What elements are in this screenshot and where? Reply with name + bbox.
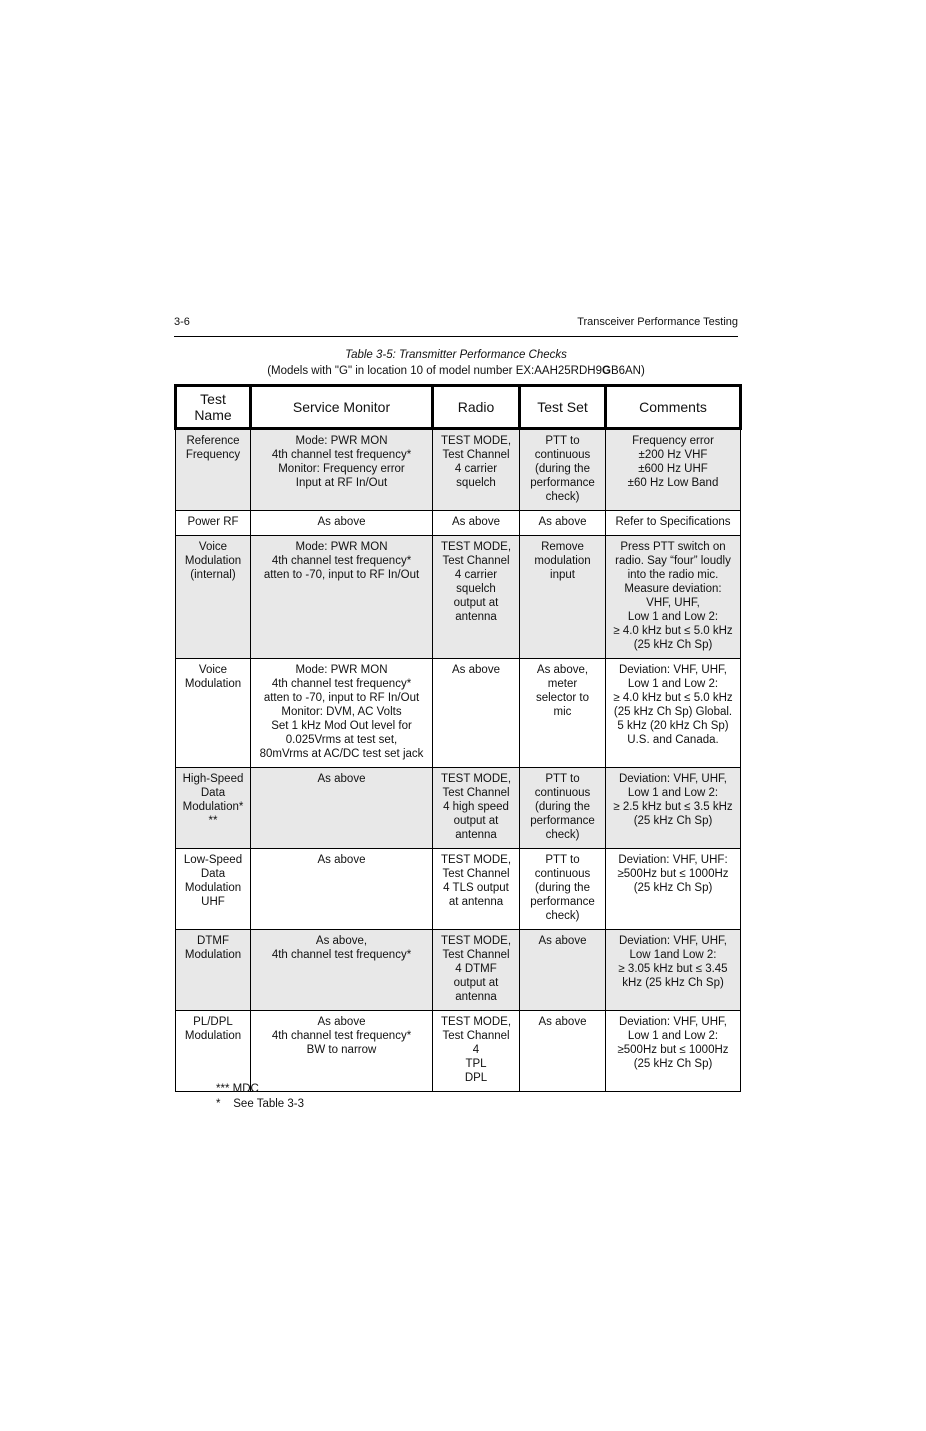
cell-radio: As above — [433, 659, 520, 768]
subtitle-before: (Models with "G" in location 10 of model number EX:AAH25RDH9 — [267, 365, 602, 377]
cell-radio: TEST MODE, Test Channel 4 high speed output at antenna — [433, 768, 520, 849]
cell-test-set: As above, meter selector to mic — [520, 659, 606, 768]
table-row — [176, 536, 741, 659]
cell-test-name: DTMF Modulation — [176, 930, 251, 1011]
cell-comments: Deviation: VHF, UHF: ≥500Hz but ≤ 1000Hz (25 kHz Ch Sp) — [606, 849, 741, 930]
cell-service-monitor: As above 4th channel test frequency* BW to narrow — [251, 1011, 433, 1092]
table-row — [176, 511, 741, 536]
footnote-mdc: *** MDC — [216, 1083, 259, 1095]
cell-test-name: High-Speed Data Modulation* ** — [176, 768, 251, 849]
table-row — [176, 849, 741, 930]
cell-comments: Deviation: VHF, UHF, Low 1 and Low 2: ≥ 2.5 kHz but ≤ 3.5 kHz (25 kHz Ch Sp) — [606, 768, 741, 849]
table-header-row — [176, 386, 741, 429]
cell-radio: TEST MODE, Test Channel 4 carrier squelch — [433, 429, 520, 511]
footnote-see-table: * See Table 3-3 — [216, 1098, 305, 1110]
cell-comments: Deviation: VHF, UHF, Low 1and Low 2: ≥ 3.05 kHz but ≤ 3.45 kHz (25 kHz Ch Sp) — [606, 930, 741, 1011]
cell-radio: As above — [433, 511, 520, 536]
cell-test-set: PTT to continuous (during the performance check) — [520, 768, 606, 849]
table-caption-subtitle — [174, 365, 738, 377]
cell-test-name: Voice Modulation — [176, 659, 251, 768]
subtitle-after: B6AN) — [610, 365, 645, 377]
cell-test-name: PL/DPL Modulation — [176, 1011, 251, 1092]
cell-test-set: As above — [520, 511, 606, 536]
cell-test-set: PTT to continuous (during the performance check) — [520, 849, 606, 930]
cell-comments: Frequency error ±200 Hz VHF ±600 Hz UHF ±60 Hz Low Band — [606, 429, 741, 511]
col-header-test-set: Test Set — [520, 386, 606, 429]
cell-service-monitor: Mode: PWR MON 4th channel test frequency* atten to -70, input to RF In/Out — [251, 536, 433, 659]
cell-service-monitor: Mode: PWR MON 4th channel test frequency* Monitor: Frequency error Input at RF In/Out — [251, 429, 433, 511]
col-header-comments: Comments — [606, 386, 741, 429]
section-title: Transceiver Performance Testing — [577, 316, 738, 328]
header-rule — [174, 336, 738, 337]
transmitter-checks-table — [174, 384, 742, 1092]
col-header-test-name: Test Name — [176, 386, 251, 429]
cell-test-name: Power RF — [176, 511, 251, 536]
cell-comments: Deviation: VHF, UHF, Low 1 and Low 2: ≥500Hz but ≤ 1000Hz (25 kHz Ch Sp) — [606, 1011, 741, 1092]
page-header — [174, 314, 738, 336]
subtitle-bold: G — [601, 365, 611, 377]
cell-comments: Press PTT switch on radio. Say “four” loudly into the radio mic. Measure deviation: VHF, UHF, Low 1 and Low 2: ≥ 4.0 kHz but ≤ 5.0 kHz (25 kHz Ch Sp) — [606, 536, 741, 659]
table-caption-title: Table 3-5: Transmitter Performance Checks — [345, 349, 567, 361]
cell-test-set: As above — [520, 930, 606, 1011]
cell-service-monitor: Mode: PWR MON 4th channel test frequency* atten to -70, input to RF In/Out Monitor: DVM, AC Volts Set 1 kHz Mod Out level for 0.025Vrms at test set, 80mVrms at AC/DC test set jack — [251, 659, 433, 768]
col-header-service-monitor: Service Monitor — [251, 386, 433, 429]
page-number: 3-6 — [174, 316, 190, 328]
cell-comments: Refer to Specifications — [606, 511, 741, 536]
table-row — [176, 1011, 741, 1092]
cell-service-monitor: As above, 4th channel test frequency* — [251, 930, 433, 1011]
footnotes — [216, 1082, 304, 1112]
cell-service-monitor: As above — [251, 768, 433, 849]
cell-test-set: PTT to continuous (during the performance check) — [520, 429, 606, 511]
cell-test-name: Low-Speed Data Modulation UHF — [176, 849, 251, 930]
table-row — [176, 930, 741, 1011]
cell-service-monitor: As above — [251, 849, 433, 930]
cell-test-set: Remove modulation input — [520, 536, 606, 659]
cell-radio: TEST MODE, Test Channel 4 DTMF output at antenna — [433, 930, 520, 1011]
cell-test-name: Voice Modulation (internal) — [176, 536, 251, 659]
cell-comments: Deviation: VHF, UHF, Low 1 and Low 2: ≥ 4.0 kHz but ≤ 5.0 kHz (25 kHz Ch Sp) Global. 5 kHz (20 kHz Ch Sp) U.S. and Canada. — [606, 659, 741, 768]
cell-service-monitor: As above — [251, 511, 433, 536]
table-row — [176, 659, 741, 768]
cell-test-name: Reference Frequency — [176, 429, 251, 511]
cell-radio: TEST MODE, Test Channel 4 carrier squelch output at antenna — [433, 536, 520, 659]
cell-test-set: As above — [520, 1011, 606, 1092]
col-header-radio: Radio — [433, 386, 520, 429]
table-row — [176, 768, 741, 849]
cell-radio: TEST MODE, Test Channel 4 TLS output at antenna — [433, 849, 520, 930]
cell-radio: TEST MODE, Test Channel 4 TPL DPL — [433, 1011, 520, 1092]
table-row — [176, 429, 741, 511]
